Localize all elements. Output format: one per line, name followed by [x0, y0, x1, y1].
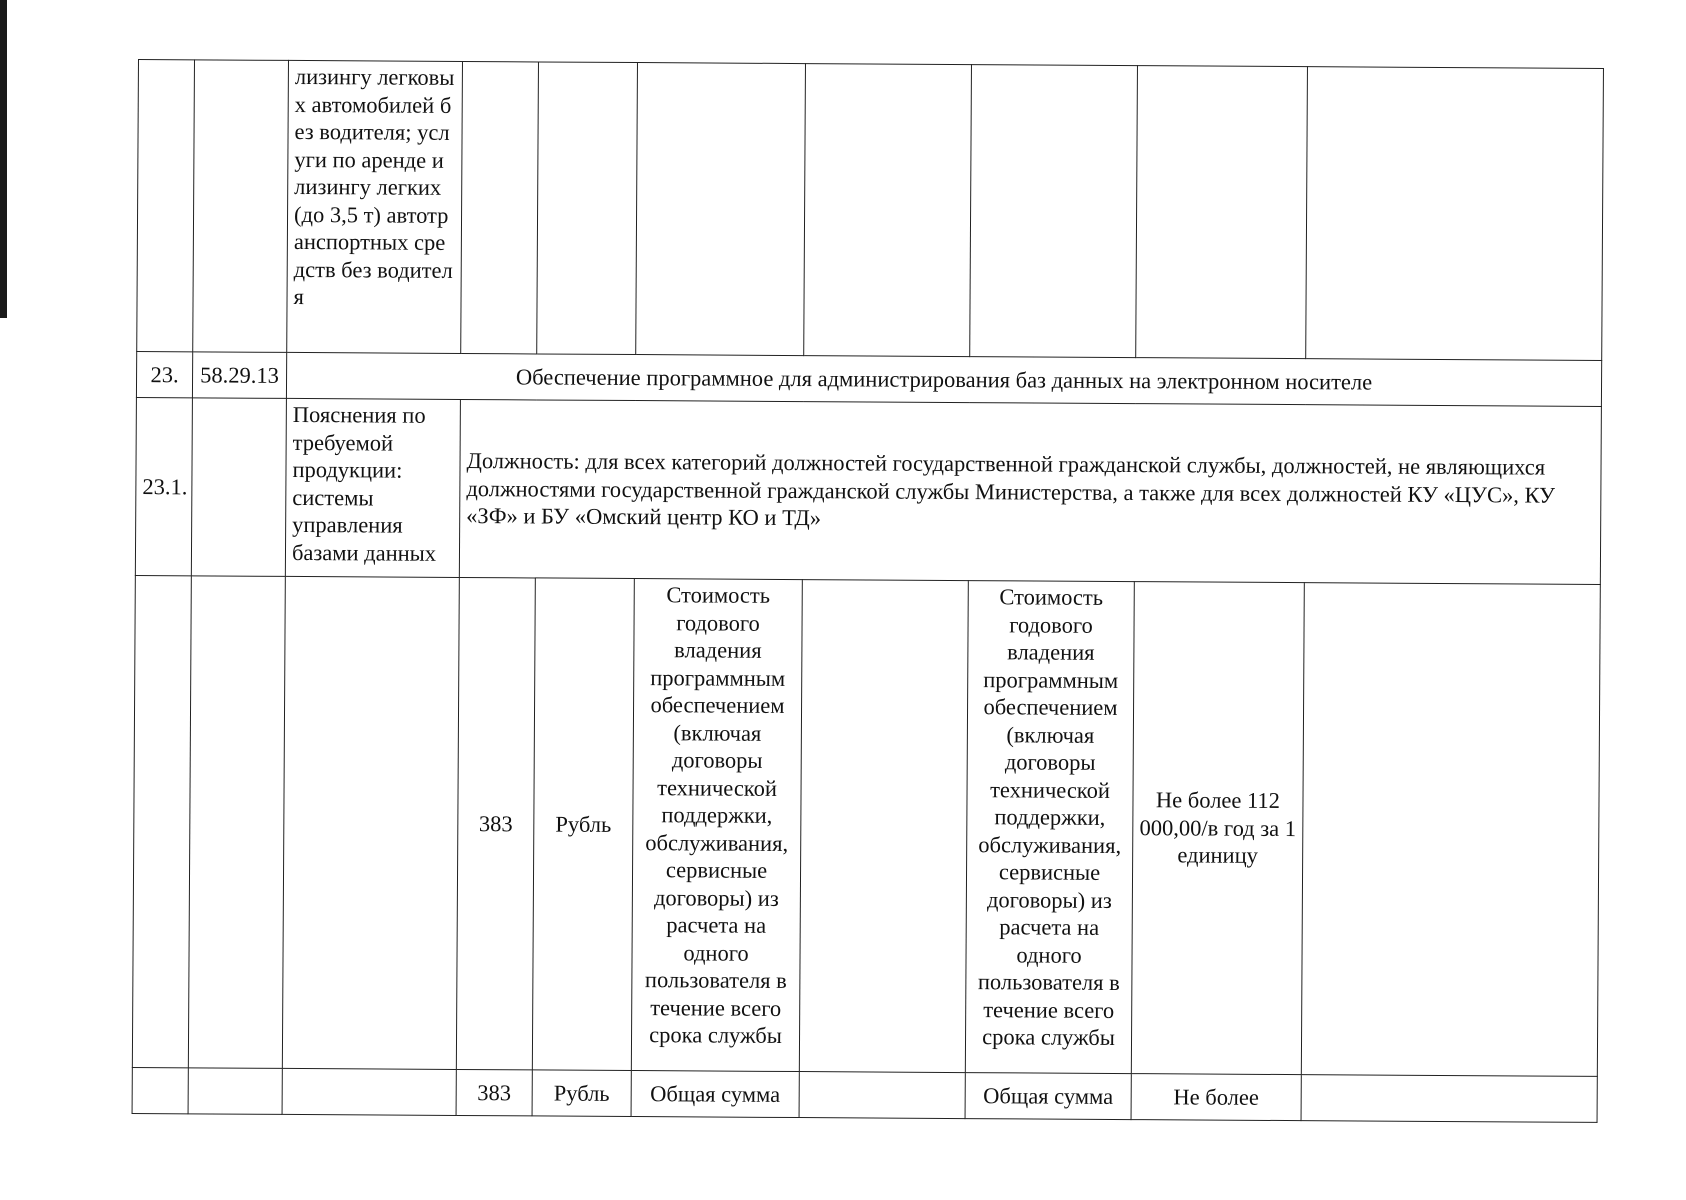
table-row-total	[132, 1067, 1597, 1122]
cell-limit	[1136, 66, 1308, 359]
cell-unit: Рубль	[532, 578, 634, 1071]
cell-limit: Не более 112 000,00/в год за 1 единицу	[1131, 582, 1304, 1075]
cell-product-description: лизингу легковых автомобилей без водителя; услуги по аренде и лизингу легких (до 3,5 т) автотранспортных средств без водителя	[287, 60, 463, 353]
cell-okei: 383	[456, 1069, 532, 1115]
cell-characteristic-2: Общая сумма	[965, 1073, 1131, 1120]
cell-code: 58.29.13	[192, 352, 286, 399]
cell-number: 23.	[136, 351, 192, 397]
cell-explanation: Пояснения по требуемой продукции: системы управления базами данных	[285, 398, 460, 577]
cell-value	[799, 580, 968, 1073]
cell-extra	[1306, 67, 1604, 361]
cell-code	[188, 1068, 282, 1115]
table-row-cost	[132, 575, 1600, 1076]
cell-extra	[1301, 1075, 1597, 1123]
cell-number	[132, 1067, 188, 1113]
cell-number	[132, 575, 191, 1067]
cell-code	[191, 398, 286, 577]
table-row-continuation	[137, 60, 1604, 361]
cell-product-description	[282, 1068, 456, 1115]
cell-position: Должность: для всех категорий должностей государственной гражданской службы, должностей, не являющихся должностями государственной гражданской службы Министерства, а также для всех должностей КУ «ЦУС», КУ «ЗФ» и БУ «Омский центр КО и ТД»	[459, 399, 1601, 584]
cell-product-description	[282, 576, 459, 1069]
scan-edge-mark	[0, 0, 7, 318]
cell-number: 23.1.	[135, 397, 192, 575]
cell-code	[193, 60, 289, 353]
cell-characteristic-2	[970, 65, 1138, 358]
cell-product-title: Обеспечение программное для администрирования баз данных на электронном носителе	[286, 352, 1601, 406]
cell-okei	[461, 61, 539, 353]
cell-extra	[1301, 583, 1600, 1077]
cell-value	[804, 64, 972, 357]
cell-characteristic: Общая сумма	[631, 1071, 799, 1118]
cell-limit: Не более	[1131, 1074, 1301, 1121]
cell-number	[137, 60, 195, 352]
cell-characteristic: Стоимость годового владения программным обеспечением (включая договоры технической поддержки, обслуживания, сервисные договоры) из расчета на одного пользователя в течение всего срока службы	[631, 579, 802, 1072]
cell-characteristic-2: Стоимость годового владения программным обеспечением (включая договоры технической поддержки, обслуживания, сервисные договоры) из расчета на одного пользователя в течение всего срока службы	[965, 581, 1134, 1074]
cell-value	[799, 1072, 965, 1119]
cell-unit: Рубль	[532, 1070, 631, 1117]
requirements-table	[132, 59, 1604, 1123]
cell-unit	[537, 62, 638, 355]
cell-code	[188, 576, 285, 1069]
table-row-23-1	[135, 397, 1601, 584]
cell-characteristic	[636, 63, 806, 356]
cell-okei: 383	[456, 577, 535, 1069]
